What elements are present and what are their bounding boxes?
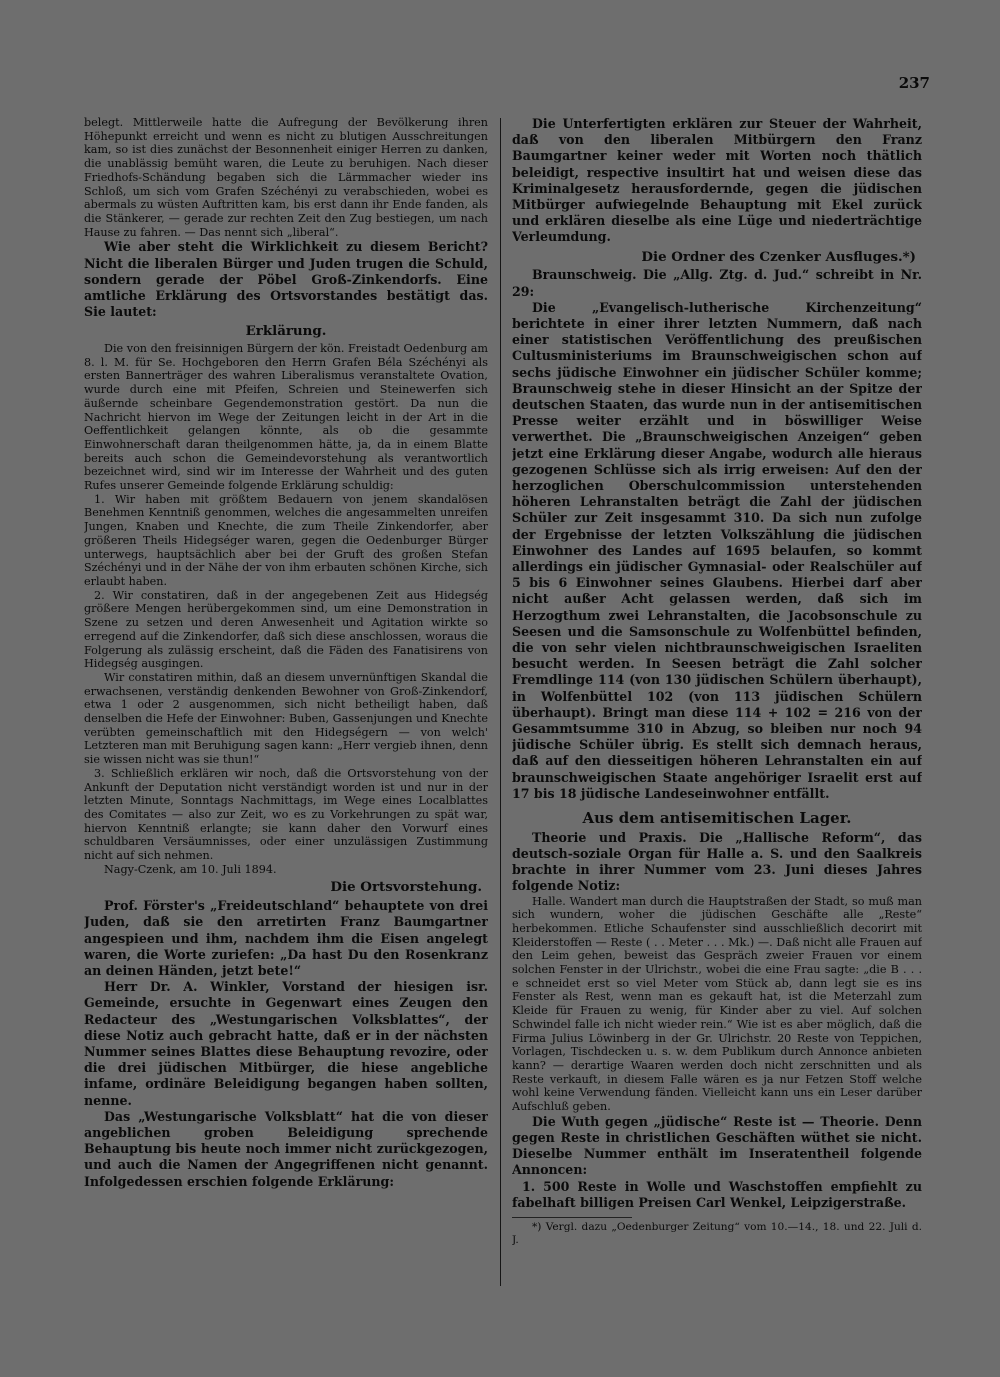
list-item: 1. Wir haben mit größtem Bedauern von jenem skandalösen Benehmen Kenntniß genommen, welches die angesammelten unreifen Jungen, Knaben und Knechte, die zum Theile Zinkendorfer, aber größeren Theils Hidegséger waren, gegen die Oedenburger Bürger unterwegs, hauptsächlich aber bei der Gruft des großen Stefan Széchényi und in der Nähe der von ihm erbauten schönen Kirche, sich erlaubt haben. [84, 492, 488, 588]
paragraph-bold: Prof. Förster's „Freideutschland“ behauptete von drei Juden, daß sie den arretirten Franz Baumgartner angespieen und ihm, nachdem ihm die Eisen angelegt waren, die Worte zuriefen: „Da hast Du den Rosenkranz an deinen Händen, jetzt bete!“ [84, 898, 488, 978]
left-column [84, 116, 488, 1326]
signature: Die Ordner des Czenker Ausfluges.*) [641, 248, 916, 265]
paragraph-bold: Das „Westungarische Volksblatt“ hat die von dieser angeblichen groben Beleidigung sprechende Behauptung bis heute noch immer nicht zurückgezogen, und auch die Namen der Angegriffenen nicht genannt. Infolgedessen erschien folgende Erklärung: [84, 1108, 488, 1189]
paragraph-bold: Die „Evangelisch-lutherische Kirchenzeitung“ berichtete in einer ihrer letzten Nummern, daß nach einer statistischen Veröffentlichung des preußischen Cultusministeriums im Braunschweigischen schon auf sechs jüdische Einwohner ein jüdischer Schüler komme; Braunschweig stehe in dieser Hinsicht an der Spitze der deutschen Staaten, das wurde nun in der antisemitischen Presse weiter erzählt und in böswilliger Weise verwerthet. Die „Braunschweigischen Anzeigen“ geben jetzt eine Erklärung dieser Angabe, wodurch alle hieraus gezogenen Schlüsse sich als irrig erweisen: Auf den der herzoglichen Oberschulcommission unterstehenden höheren Lehranstalten beträgt die Zahl der jüdischen Schüler zur Zeit insgesammt 310. Da sich nun zufolge der Ergebnisse der letzten Volkszählung die jüdischen Einwohner des Landes auf 1695 belaufen, so kommt allerdings ein jüdischer Gymnasial- oder Realschüler auf 5 bis 6 Einwohner seines Glaubens. Hierbei darf aber nicht außer Acht gelassen werden, daß sich im Herzogthum zwei Lehranstalten, die Jacobsonschule zu Seesen und die Samsonschule zu Wolfenbüttel befinden, die von sehr vielen nichtbraunschweigischen Israeliten besucht werden. In Seesen beträgt die Zahl solcher Fremdlinge 114 (von 130 jüdischen Schülern überhaupt), in Wolfenbüttel 102 (von 113 jüdischen Schülern überhaupt). Bringt man diese 114 + 102 = 216 von der Gesammtsumme 310 in Abzug, so bleiben nur noch 94 jüdische Schüler übrig. Es stellt sich demnach heraus, daß auf den diesseitigen höheren Lehranstalten ein auf braunschweigischen Staate angehöriger Israelit erst auf 17 bis 18 jüdische Landeseinwohner entfällt. [512, 299, 922, 801]
dateline: Nagy-Czenk, am 10. Juli 1894. [104, 862, 277, 876]
signature: Die Ortsvorstehung. [330, 879, 482, 896]
paragraph-bold: Herr Dr. A. Winkler, Vorstand der hiesigen isr. Gemeinde, ersuchte in Gegenwart eines Zeugen den Redacteur des „Westungarischen Volksblattes“, der diese Notiz auch gebracht hatte, daß er in der nächsten Nummer seines Blattes diese Behauptung revozire, oder die drei jüdischen Mitbürger, die hiese angebliche infame, ordinäre Beleidigung begangen haben sollten, nenne. [84, 979, 488, 1108]
paragraph-bold: Die Wuth gegen „jüdische“ Reste ist — Theorie. Denn gegen Reste in christlichen Geschäften wüthet sie nicht. Dieselbe Nummer enthält im Inseratentheil folgende Annoncen: [512, 1113, 922, 1178]
paragraph: belegt. Mittlerweile hatte die Aufregung der Bevölkerung ihren Höhepunkt erreicht und wenn es nicht zu blutigen Ausschreitungen kam, so ist dies zunächst der Besonnenheit einiger Herren zu danken, die unablässig bemüht waren, die Leute zu beruhigen. Nach dieser Friedhofs-Schändung begaben sich die Lärmmacher wieder ins Schloß, um sich vom Grafen Széchényi zu verabschieden, wobei es abermals zu wüsten Auftritten kam, bis erst dann ihr Ende fanden, als die Stänkerer, — gerade zur rechten Zeit den Zug bestiegen, um nach Hause zu fahren. — Das nennt sich „liberal“. [84, 116, 488, 239]
list-item: 2. Wir constatiren, daß in der angegebenen Zeit aus Hidegség größere Mengen herübergekommen sind, um eine Demonstration in Szene zu setzen und deren Anwesenheit und Agitation wirkte so erregend auf die Zinkendorfer, daß sich diese anschlossen, woraus die Folgerung als zulässig erscheint, daß die Fäden des Fanatisirens von Hidegség ausgingen. [84, 588, 488, 671]
paragraph: Die von den freisinnigen Bürgern der kön. Freistadt Oedenburg am 8. l. M. für Se. Hochgeboren den Herrn Grafen Béla Széchényi als ersten Bannerträger des wahren Liberalismus veranstaltete Ovation, wurde durch eine mit Pfeifen, Schreien und Steinewerfen sich äußernde scheinbare Gegendemonstration gestört. Da nun die Nachricht hiervon im Wege der Zeitungen leicht in der Art in die Oeffentlichkeit gelangen könnte, als ob die gesammte Einwohnerschaft daran theilgenommen hätte, ja, da in einem Blatte bereits auch schon die Gemeindevorstehung als verantwortlich bezeichnet wird, sind wir im Interesse der Wahrheit und des guten Rufes unserer Gemeinde folgende Erklärung schuldig: [84, 342, 488, 493]
footnote: *) Vergl. dazu „Oedenburger Zeitung“ vom 10.—14., 18. und 22. Juli d. J. [512, 1221, 922, 1247]
paragraph-bold: Wie aber steht die Wirklichkeit zu diesem Bericht? Nicht die liberalen Bürger und Juden trugen die Schuld, sondern gerade der Pöbel Groß-Zinkendorfs. Eine amtliche Erklärung des Ortsvorstandes bestätigt das. Sie lautet: [84, 239, 488, 320]
right-column [512, 116, 922, 1306]
paragraph-bold: Braunschweig. Die „Allg. Ztg. d. Jud.“ schreibt in Nr. 29: [512, 267, 922, 299]
list-item: 1. 500 Reste in Wolle und Waschstoffen empfiehlt zu fabelhaft billigen Preisen Carl Wenkel, Leipzigerstraße. [512, 1178, 922, 1210]
page-number: 237 [898, 74, 930, 92]
paragraph: Wir constatiren mithin, daß an diesem unvernünftigen Skandal die erwachsenen, verständig denkenden Bewohner von Groß-Zinkendorf, etwa 1 oder 2 ausgenommen, sich nicht betheiligt haben, daß denselben die Hefe der Einwohner: Buben, Gassenjungen und Knechte verübten gemeinschaftlich mit den Hidegségern — von welch' Letzteren man mit Beruhigung sagen kann: „Herr vergieb ihnen, denn sie wissen nicht was sie thun!“ [84, 670, 488, 767]
section-heading-lager: Aus dem antisemitischen Lager. [582, 809, 852, 828]
section-heading-erklaerung: Erklärung. [245, 323, 327, 340]
paragraph-bold: Theorie und Praxis. Die „Hallische Reform“, das deutsch-soziale Organ für Halle a. S. und den Saalkreis brachte in ihrer Nummer vom 23. Juni dieses Jahres folgende Notiz: [512, 829, 922, 894]
column-rule [500, 118, 501, 1286]
list-item: 3. Schließlich erklären wir noch, daß die Ortsvorstehung von der Ankunft der Deputation nicht verständigt worden ist und nur in der letzten Minute, Sonntags Nachmittags, im Wege eines Localblattes des Comitates — also zur Zeit, wo es zu Vorkehrungen zu spät war, hiervon Kenntniß erlangte; sie kann daher den Vorwurf eines schuldbaren Versäumnisses, oder einer unzulässigen Zustimmung nicht auf sich nehmen. [84, 766, 488, 863]
paragraph-bold: Die Unterfertigten erklären zur Steuer der Wahrheit, daß von den liberalen Mitbürgern den Franz Baumgartner keiner weder mit Worten noch thätlich beleidigt, respective insultirt hat und weisen diese das Kriminalgesetz herausfordernde, gegen die jüdischen Mitbürger aufwiegelnde Behauptung mit Ekel zurück und erklären dieselbe als eine Lüge und niederträchtige Verleumdung. [512, 116, 922, 245]
footnote-rule [512, 1217, 632, 1218]
paragraph: Halle. Wandert man durch die Hauptstraßen der Stadt, so muß man sich wundern, woher die jüdischen Geschäfte alle „Reste“ herbekommen. Etliche Schaufenster sind ausschließlich decorirt mit Kleiderstoffen — Reste ( . . Meter . . . Mk.) —. Daß nicht alle Frauen auf den Leim gehen, beweist das Gespräch zweier Frauen vor einem solchen Fenster in der Ulrichstr., wobei die eine Frau sagte: „die B . . . e schneidet erst so viel Meter vom Stück ab, dann legt sie es ins Fenster als Rest, wenn man es gekauft hat, ist die Meterzahl zum Kleide für Frauen zu wenig, für Kinder aber zu viel. Auf solchen Schwindel falle ich nicht wieder rein.“ Wie ist es aber möglich, daß die Firma Julius Löwinberg in der Gr. Ulrichstr. 20 Reste von Teppichen, Vorlagen, Tischdecken u. s. w. dem Publikum durch Annonce anbieten kann? — derartige Waaren werden doch nicht zerschnitten und als Reste verkauft, in diesem Falle wären es ja nur Fetzen Stoff welche wohl keine Verwendung fänden. Vielleicht kann uns ein Leser darüber Aufschluß geben. [512, 894, 922, 1114]
